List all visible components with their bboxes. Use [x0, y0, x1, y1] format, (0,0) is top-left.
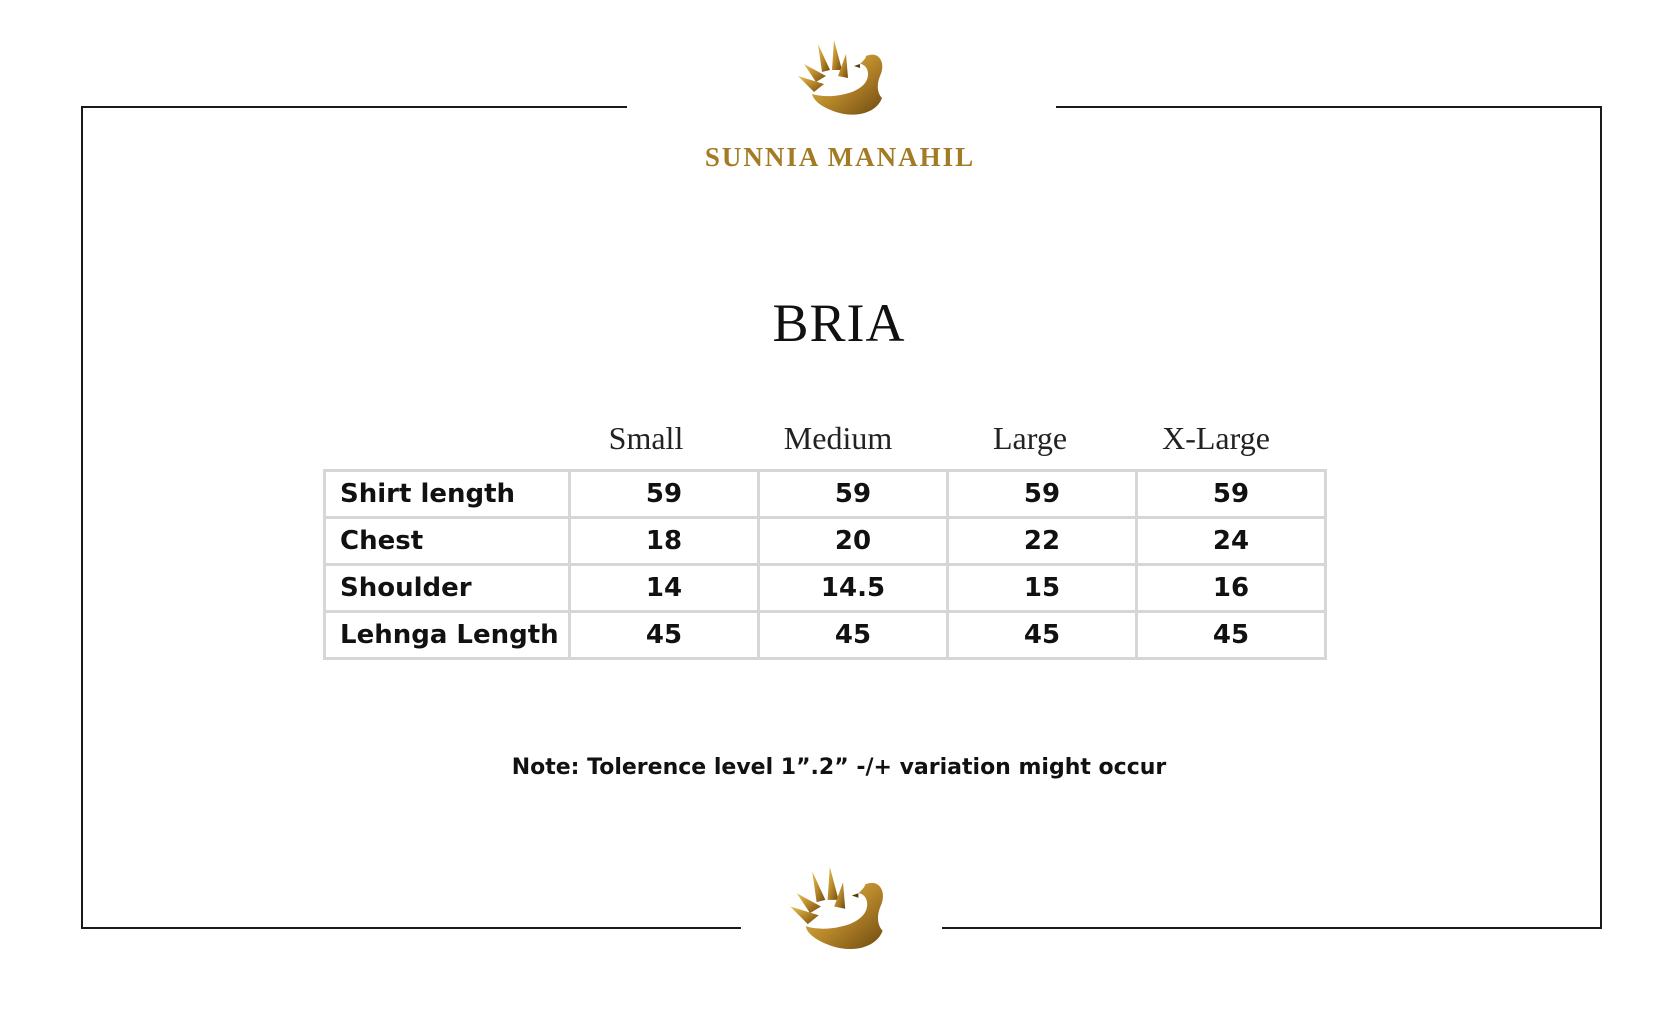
brand-name: SUNNIA MANAHIL [704, 142, 976, 172]
frame-bottom-right-line [942, 927, 1602, 929]
tolerance-note: Note: Tolerence level 1”.2” -/+ variation might occur [511, 755, 1167, 780]
size-header-x-large: X-Large [1162, 420, 1270, 456]
size-chart-table [323, 469, 1327, 660]
row-label: Lehnga Length [325, 612, 570, 659]
table-cell: 24 [1137, 518, 1326, 565]
table-row [325, 565, 1326, 612]
table-cell: 59 [759, 471, 948, 518]
table-cell: 45 [1137, 612, 1326, 659]
table-cell: 18 [570, 518, 759, 565]
table-cell: 59 [570, 471, 759, 518]
frame-top-right-line [1056, 106, 1602, 108]
product-title: BRIA [772, 293, 906, 353]
table-row [325, 518, 1326, 565]
table-cell: 45 [759, 612, 948, 659]
size-header-small: Small [608, 420, 684, 456]
frame-left-line [81, 106, 83, 929]
frame-bottom-left-line [81, 927, 741, 929]
table-cell: 16 [1137, 565, 1326, 612]
table-cell: 20 [759, 518, 948, 565]
row-label: Chest [325, 518, 570, 565]
swan-logo-icon [796, 36, 896, 126]
row-label: Shoulder [325, 565, 570, 612]
table-cell: 59 [1137, 471, 1326, 518]
table-cell: 15 [948, 565, 1137, 612]
size-header-large: Large [992, 420, 1068, 456]
table-cell: 14.5 [759, 565, 948, 612]
frame-right-line [1600, 106, 1602, 929]
swan-logo-icon [788, 862, 898, 962]
table-cell: 22 [948, 518, 1137, 565]
table-cell: 59 [948, 471, 1137, 518]
row-label: Shirt length [325, 471, 570, 518]
table-row [325, 612, 1326, 659]
table-row [325, 471, 1326, 518]
size-header-medium: Medium [783, 420, 893, 456]
table-cell: 14 [570, 565, 759, 612]
table-cell: 45 [948, 612, 1137, 659]
table-cell: 45 [570, 612, 759, 659]
frame-top-left-line [81, 106, 627, 108]
